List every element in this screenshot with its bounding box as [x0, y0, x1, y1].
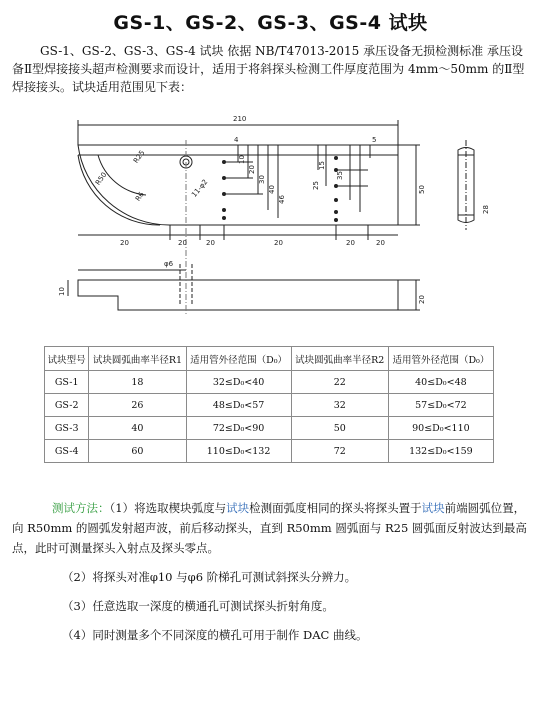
- cell: 32≤D₀<40: [186, 371, 291, 394]
- cell: 57≤D₀<72: [388, 394, 493, 417]
- dim-10: 10: [238, 155, 246, 164]
- dim-15: 15: [318, 161, 326, 170]
- dim-40: 40: [268, 185, 276, 194]
- dim-20a: 20: [248, 165, 256, 174]
- method-text: 检测面弧度相同的探头将探头置于: [249, 501, 422, 515]
- table-header-row: [45, 347, 494, 371]
- cell: 72: [291, 440, 388, 463]
- dim-r6: R6: [133, 190, 146, 203]
- cell: 90≤D₀<110: [388, 417, 493, 440]
- dim-20-c: 20: [178, 239, 187, 247]
- cell: 22: [291, 371, 388, 394]
- range-table: [44, 346, 494, 463]
- method-label: 测试方法：: [52, 501, 110, 515]
- dim-10-side: 10: [58, 287, 66, 296]
- test-method-section: [12, 498, 530, 645]
- cell: 132≤D₀<159: [388, 440, 493, 463]
- cell: GS-1: [45, 371, 89, 394]
- table-row: [45, 440, 494, 463]
- cell: 60: [89, 440, 186, 463]
- cell: GS-2: [45, 394, 89, 417]
- method-text: 前端圆弧位置，向 R50mm 的圆弧发射超声波，前后移动探头，直到 R50mm 圆弧面与 R25 圆弧面反射波达到最高点，此时可测量探头入射点及探头零点。: [12, 501, 527, 555]
- cell: 18: [89, 371, 186, 394]
- col-header: 试块圆弧曲率半径R2: [291, 347, 388, 371]
- dim-holes: 11-φ2: [190, 177, 210, 199]
- cell: 40≤D₀<48: [388, 371, 493, 394]
- dim-20-d: 20: [206, 239, 215, 247]
- cell: 110≤D₀<132: [186, 440, 291, 463]
- cell: GS-4: [45, 440, 89, 463]
- cell: 72≤D₀<90: [186, 417, 291, 440]
- cell: 50: [291, 417, 388, 440]
- cell: 32: [291, 394, 388, 417]
- dim-20-g: 20: [376, 239, 385, 247]
- col-header: 适用管外径范围（D₀）: [186, 347, 291, 371]
- dim-r50: R50: [93, 170, 109, 187]
- intro-paragraph: GS-1、GS-2、GS-3、GS-4 试块 依据 NB/T47013-2015 承压设备无损检测标准 承压设备Ⅱ型焊接接头超声检测要求而设计，适用于将斜探头检测工件厚度范围为 4mm～50mm 的Ⅱ型焊接接头。试块适用范围见下表：: [12, 44, 525, 94]
- table-row: [45, 371, 494, 394]
- dim-5: 5: [372, 136, 377, 144]
- method-text: （1）将选取楔块弧度与: [109, 501, 227, 515]
- method-step-2: （2）将探头对准φ10 与φ6 阶梯孔可测试斜探头分辨力。: [62, 570, 357, 584]
- col-header: 试块圆弧曲率半径R1: [89, 347, 186, 371]
- dim-28: 28: [482, 205, 490, 214]
- dim-50: 50: [418, 185, 426, 194]
- method-link-block: 试块: [226, 501, 250, 515]
- dim-35: 35: [336, 171, 344, 180]
- dim-r25: R25: [131, 148, 147, 165]
- method-step-3: （3）任意选取一深度的横通孔可测试探头折射角度。: [62, 599, 334, 613]
- method-link-block: 试块: [421, 501, 445, 515]
- dim-20-side: 20: [418, 295, 426, 304]
- table-row: [45, 394, 494, 417]
- test-block-drawing: [38, 100, 508, 340]
- dim-25: 25: [312, 181, 320, 190]
- cell: 40: [89, 417, 186, 440]
- cell: 48≤D₀<57: [186, 394, 291, 417]
- dim-20-e: 20: [274, 239, 283, 247]
- method-step-1: [12, 498, 530, 558]
- dim-210: 210: [233, 115, 247, 123]
- dim-4: 4: [234, 136, 239, 144]
- dim-20-b: 20: [120, 239, 129, 247]
- page-title: GS-1、GS-2、GS-3、GS-4 试块: [113, 12, 428, 34]
- dim-20-f: 20: [346, 239, 355, 247]
- col-header: 适用管外径范围（D₀）: [388, 347, 493, 371]
- method-step-4: （4）同时测量多个不同深度的横孔可用于制作 DAC 曲线。: [62, 628, 368, 642]
- dim-30: 30: [258, 175, 266, 184]
- dim-phi6: φ6: [164, 260, 174, 268]
- dim-46: 46: [278, 195, 286, 204]
- cell: 26: [89, 394, 186, 417]
- table-row: [45, 417, 494, 440]
- cell: GS-3: [45, 417, 89, 440]
- col-header: 试块型号: [45, 347, 89, 371]
